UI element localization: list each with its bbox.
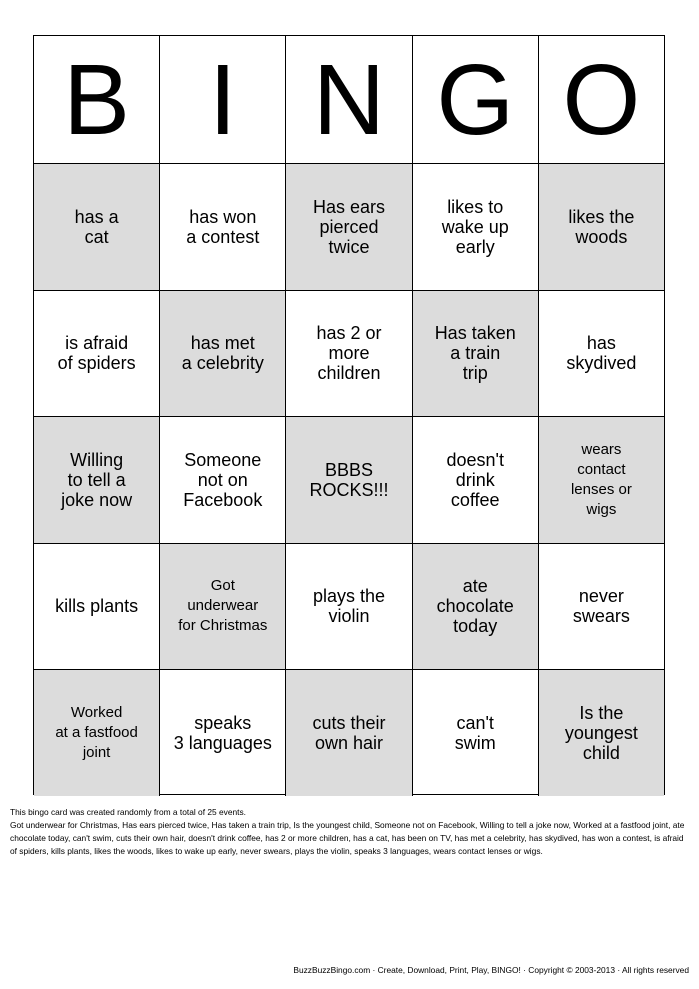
- copyright-credit: BuzzBuzzBingo.com · Create, Download, Print, Play, BINGO! · Copyright © 2003-2013 · All rights reserved: [293, 965, 689, 975]
- bingo-cell: likes to wake up early: [413, 164, 539, 290]
- description-intro: This bingo card was created randomly from a total of 25 events.: [10, 807, 247, 817]
- bingo-cell: speaks 3 languages: [160, 670, 286, 796]
- header-letter-o: O: [562, 43, 641, 156]
- bingo-cell: BBBS ROCKS!!!: [286, 417, 412, 543]
- header-letter-n: N: [286, 36, 412, 163]
- bingo-cell: Has taken a train trip: [413, 291, 539, 417]
- bingo-cell: cuts their own hair: [286, 670, 412, 796]
- event-list: Got underwear for Christmas, Has ears pierced twice, Has taken a train trip, Is the youngest child, Someone not on Facebook, Willing to tell a joke now, Worked at a fastfood joint, ate chocolate today, can't swim, cuts their own hair, doesn't drink coffee, has 2 or more children, has a cat, has been on TV, has met a celebrity, has skydived, has won a contest, is afraid of spiders, kills plants, likes the woods, likes to wake up early, never swears, plays the violin, speaks 3 languages, wears contact lenses or wigs.: [10, 820, 685, 856]
- header-letter-b: B: [34, 36, 160, 163]
- bingo-cell: Someone not on Facebook: [160, 417, 286, 543]
- bingo-cell: is afraid of spiders: [34, 291, 160, 417]
- bingo-cell: has skydived: [566, 333, 637, 374]
- bingo-cell: Got underwear for Christmas: [160, 544, 286, 670]
- header-letter-i: I: [160, 36, 286, 163]
- bingo-cell: has 2 or more children: [286, 291, 412, 417]
- bingo-cell: Has ears pierced twice: [286, 164, 412, 290]
- bingo-grid: [34, 163, 664, 796]
- bingo-cell: has won a contest: [160, 164, 286, 290]
- bingo-cell: has met a celebrity: [160, 291, 286, 417]
- bingo-cell: ate chocolate today: [413, 544, 539, 670]
- bingo-cell: can't swim: [413, 670, 539, 796]
- grid-row: [34, 669, 664, 796]
- bingo-header: [34, 36, 664, 163]
- bingo-cell: kills plants: [34, 544, 160, 670]
- header-letter-g: G: [413, 36, 539, 163]
- bingo-cell: doesn't drink coffee: [413, 417, 539, 543]
- bingo-cell: wears contact lenses or wigs: [539, 417, 664, 543]
- bingo-cell: has a cat: [34, 164, 160, 290]
- grid-row: [34, 163, 664, 290]
- grid-row: [34, 543, 664, 670]
- bingo-cell: never swears: [572, 586, 630, 627]
- bingo-cell: Willing to tell a joke now: [34, 417, 160, 543]
- bingo-cell: likes the woods: [539, 164, 664, 290]
- grid-row: [34, 416, 664, 543]
- bingo-card: [33, 35, 665, 795]
- bingo-cell: Worked at a fastfood joint: [34, 670, 160, 796]
- bingo-cell: Is the youngest child: [539, 670, 664, 796]
- card-description: [10, 806, 690, 858]
- grid-row: [34, 290, 664, 417]
- bingo-cell: plays the violin: [286, 544, 412, 670]
